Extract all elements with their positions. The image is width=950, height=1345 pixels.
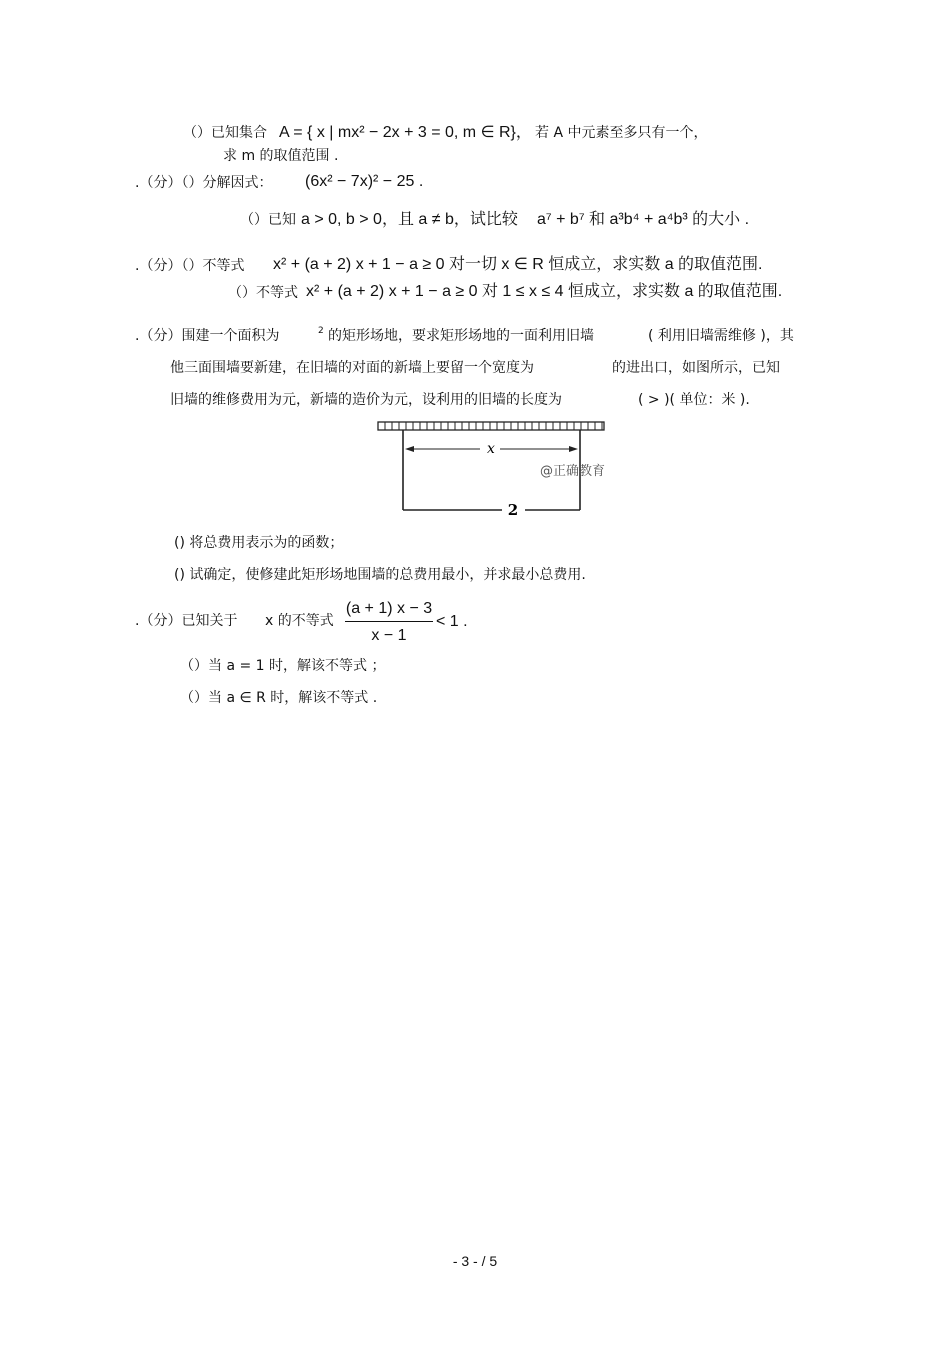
q-set-line2: 求 m 的取值范围 . [223,148,339,164]
q-wall-line1: .（分）围建一个面积为 [135,328,280,344]
q-factor-expr: (6x² − 7x)² − 25 . [305,173,424,190]
q-factor-prefix: .（分）（）分解因式： [135,175,273,191]
page-number: - 3 - / 5 [452,1253,498,1269]
q-ineq-expr2: x² + (a + 2) x + 1 − a ≥ 0 对 1 ≤ x ≤ 4 恒成立，求实数 a 的取值范围. [306,283,783,300]
q-set-cond: 若 A 中元素至多只有一个， [535,125,708,141]
old-wall-hatch [378,422,604,430]
q-wall-line1-paren: ( 利用旧墙需维修 )，其 [648,328,794,344]
fraction-denominator: x − 1 [371,627,407,644]
q-wall-line3: 旧墙的维修费用为元，新墙的造价为元，设利用的旧墙的长度为 [170,392,562,408]
q-ineq-expr1: x² + (a + 2) x + 1 − a ≥ 0 对一切 x ∈ R 恒成立，求实数 a 的取值范围. [273,256,763,273]
q-compare-prefix: （）已知 [240,212,296,228]
q-ineq-prefix: .（分）（）不等式 [135,258,245,274]
q-set-expr: A = { x | mx² − 2x + 3 = 0, m ∈ R}， [279,124,532,141]
q-compare-expr: a > 0, b > 0，且 a ≠ b，试比较 [301,211,518,228]
q-wall-line2-rest: 的进出口，如图所示，已知 [612,360,780,376]
q-ineq-prefix2: （）不等式 [228,285,298,301]
q-compare-expr2: a⁷ + b⁷ 和 a³b⁴ + a⁴b³ 的大小 . [537,211,750,228]
q-frac-prefix: .（分）已知关于 [135,613,238,629]
q-wall-line3-rest: ( > )( 单位：米 ). [638,392,750,408]
q-wall-sub1: () 将总费用表示为的函数； [174,535,344,551]
fraction-bar [345,621,433,622]
q-frac-sub1: （）当 a = 1 时，解该不等式 ； [180,658,386,674]
arrow-left-icon [405,446,414,452]
q-wall-line1-sup: 2 [318,326,324,336]
fraction-numerator: (a + 1) x − 3 [345,600,433,617]
arrow-right-icon [569,446,578,452]
q-set-prefix: （）已知集合 [183,125,267,141]
q-wall-line1-rest: 的矩形场地，要求矩形场地的一面利用旧墙 [328,328,594,344]
figure-bottom-label: 2 [507,501,519,519]
wall-figure [370,415,615,520]
q-frac-sub2: （）当 a ∈ R 时，解该不等式 . [180,690,378,706]
q-wall-sub2: () 试确定，使修建此矩形场地围墙的总费用最小，并求最小总费用. [174,567,586,583]
q-frac-var: x 的不等式 [265,613,334,629]
figure-x-label: x [487,441,495,457]
q-wall-line2: 他三面围墙要新建，在旧墙的对面的新墙上要留一个宽度为 [170,360,534,376]
q-frac-tail: < 1 . [436,613,468,630]
figure-watermark: @正确教育 [540,464,606,479]
